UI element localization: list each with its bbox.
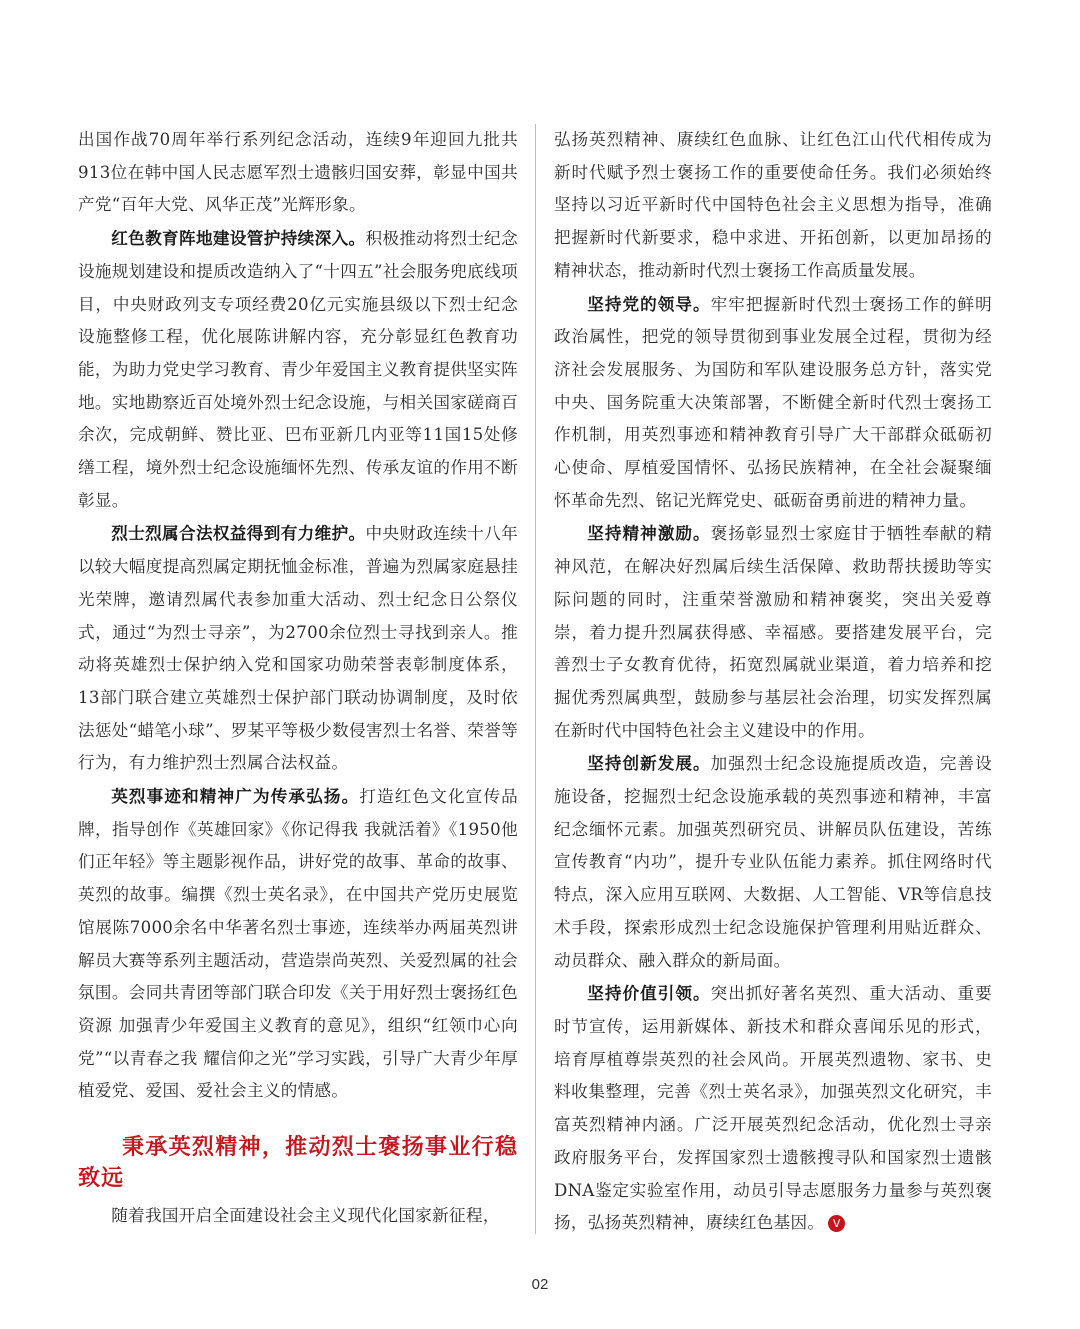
paragraph-text: 牢牢把握新时代烈士褒扬工作的鲜明政治属性，把党的领导贯彻到事业发展全过程，贯彻为经济社会发展服务、为国防和军队建设服务总方针，落实党中央、国务院重大决策部署，不断健全新时代烈士褒扬工作机制，用英烈事迹和精神教育引导广大干部群众砥砺初心使命、厚植爱国情怀、弘扬民族精神，在全社会凝聚缅怀革命先烈、铭记光辉党史、砥砺奋勇前进的精神力量。 (554, 294, 992, 510)
section-heading: 秉承英烈精神，推动烈士褒扬事业行稳致远 (78, 1134, 518, 1192)
paragraph (78, 222, 518, 517)
paragraph (554, 124, 992, 288)
paragraph (78, 124, 518, 222)
paragraph-lead: 烈士烈属合法权益得到有力维护。 (111, 523, 366, 544)
paragraph-lead: 坚持精神激励。 (587, 523, 711, 544)
paragraph-text: 随着我国开启全面建设社会主义现代化国家新征程， (111, 1206, 500, 1226)
right-column (554, 124, 992, 1240)
paragraph-text: 突出抓好著名英烈、重大活动、重要时节宣传，运用新媒体、新技术和群众喜闻乐见的形式，培育厚植尊崇英烈的社会风尚。开展英烈遗物、家书、史料收集整理，完善《烈士英名录》，加强英烈文化研究，丰富英烈精神内涵。广泛开展英烈纪念活动，优化烈士寻亲政府服务平台，发挥国家烈士遗骸搜寻队和国家烈士遗骸DNA鉴定实验室作用，动员引导志愿服务力量参与英烈褒扬，弘扬英烈精神，赓续红色基因。 (554, 984, 992, 1233)
paragraph (554, 517, 992, 747)
page-number: 02 (531, 1276, 549, 1293)
paragraph (78, 517, 518, 780)
paragraph-text: 出国作战70周年举行系列纪念活动，连续9年迎回九批共913位在韩中国人民志愿军烈士遗骸归国安葬，彰显中国共产党“百年大党、风华正茂”光辉形象。 (78, 130, 518, 215)
divider-line (535, 124, 536, 1234)
paragraph-lead: 坚持创新发展。 (587, 753, 711, 774)
paragraph-lead: 坚持价值引领。 (587, 983, 711, 1004)
paragraph-text: 打造红色文化宣传品牌，指导创作《英雄回家》《你记得我 我就活着》《1950他们正年轻》等主题影视作品，讲好党的故事、革命的故事、英烈的故事。编撰《烈士英名录》，在中国共产党历史展览馆展陈7000余名中华著名烈士事迹，连续举办两届英烈讲解员大赛等系列主题活动，营造崇尚英烈、关爱烈属的社会氛围。会同共青团等部门联合印发《关于用好烈士褒扬红色资源 加强青少年爱国主义教育的意见》，组织“红领巾心向党”“以青春之我 耀信仰之光”学习实践，引导广大青少年厚植爱党、爱国、爱社会主义的情感。 (78, 787, 519, 1101)
paragraph (78, 780, 518, 1108)
left-column (78, 124, 518, 1233)
paragraph-text: 加强烈士纪念设施提质改造，完善设施设备，挖掘烈士纪念设施承载的英烈事迹和精神，丰富纪念缅怀元素。加强英烈研究员、讲解员队伍建设，苦练宣传教育“内功”，提升专业队伍能力素养。抓住网络时代特点，深入应用互联网、大数据、人工智能、VR等信息技术手段，探索形成烈士纪念设施保护管理利用贴近群众、动员群众、融入群众的新局面。 (554, 754, 992, 970)
paragraph-lead: 英烈事迹和精神广为传承弘扬。 (111, 786, 360, 807)
paragraph-text: 中央财政连续十八年以较大幅度提高烈属定期抚恤金标准，普遍为烈属家庭悬挂光荣牌，邀请烈属代表参加重大活动、烈士纪念日公祭仪式，通过“为烈士寻亲”，为2700余位烈士寻找到亲人。推动将英雄烈士保护纳入党和国家功勋荣誉表彰制度体系，13部门联合建立英雄烈士保护部门联动协调制度，及时依法惩处“蜡笔小球”、罗某平等极少数侵害烈士名誉、荣誉等行为，有力维护烈士烈属合法权益。 (78, 524, 519, 773)
paragraph-text: 积极推动将烈士纪念设施规划建设和提质改造纳入了“十四五”社会服务兜底线项目，中央财政列支专项经费20亿元实施县级以下烈士纪念设施整修工程，优化展陈讲解内容，充分彰显红色教育功能，为助力党史学习教育、青少年爱国主义教育提供坚实阵地。实地勘察近百处境外烈士纪念设施，与相关国家磋商百余次，完成朝鲜、赞比亚、巴布亚新几内亚等11国15处修缮工程，境外烈士纪念设施缅怀先烈、传承友谊的作用不断彰显。 (78, 229, 519, 510)
paragraph-lead: 坚持党的领导。 (587, 293, 711, 314)
paragraph-text: 褒扬彰显烈士家庭甘于牺牲奉献的精神风范，在解决好烈属后续生活保障、救助帮扶援助等实际问题的同时，注重荣誉激励和精神褒奖，突出关爱尊崇，着力提升烈属获得感、幸福感。要搭建发展平台，完善烈士子女教育优待，拓宽烈属就业渠道，着力培养和挖掘优秀烈属典型，鼓励参与基层社会治理，切实发挥烈属在新时代中国特色社会主义建设中的作用。 (554, 524, 992, 740)
paragraph (554, 977, 992, 1240)
paragraph-text: 弘扬英烈精神、赓续红色血脉、让红色江山代代相传成为新时代赋予烈士褒扬工作的重要使命任务。我们必须始终坚持以习近平新时代中国特色社会主义思想为指导，准确把握新时代新要求，稳中求进、开拓创新，以更加昂扬的精神状态，推动新时代烈士褒扬工作高质量发展。 (554, 130, 992, 280)
end-mark-icon: V (828, 1215, 845, 1232)
paragraph (554, 288, 992, 518)
paragraph (78, 1200, 518, 1233)
paragraph-lead: 红色教育阵地建设管护持续深入。 (111, 228, 366, 249)
paragraph (554, 747, 992, 977)
